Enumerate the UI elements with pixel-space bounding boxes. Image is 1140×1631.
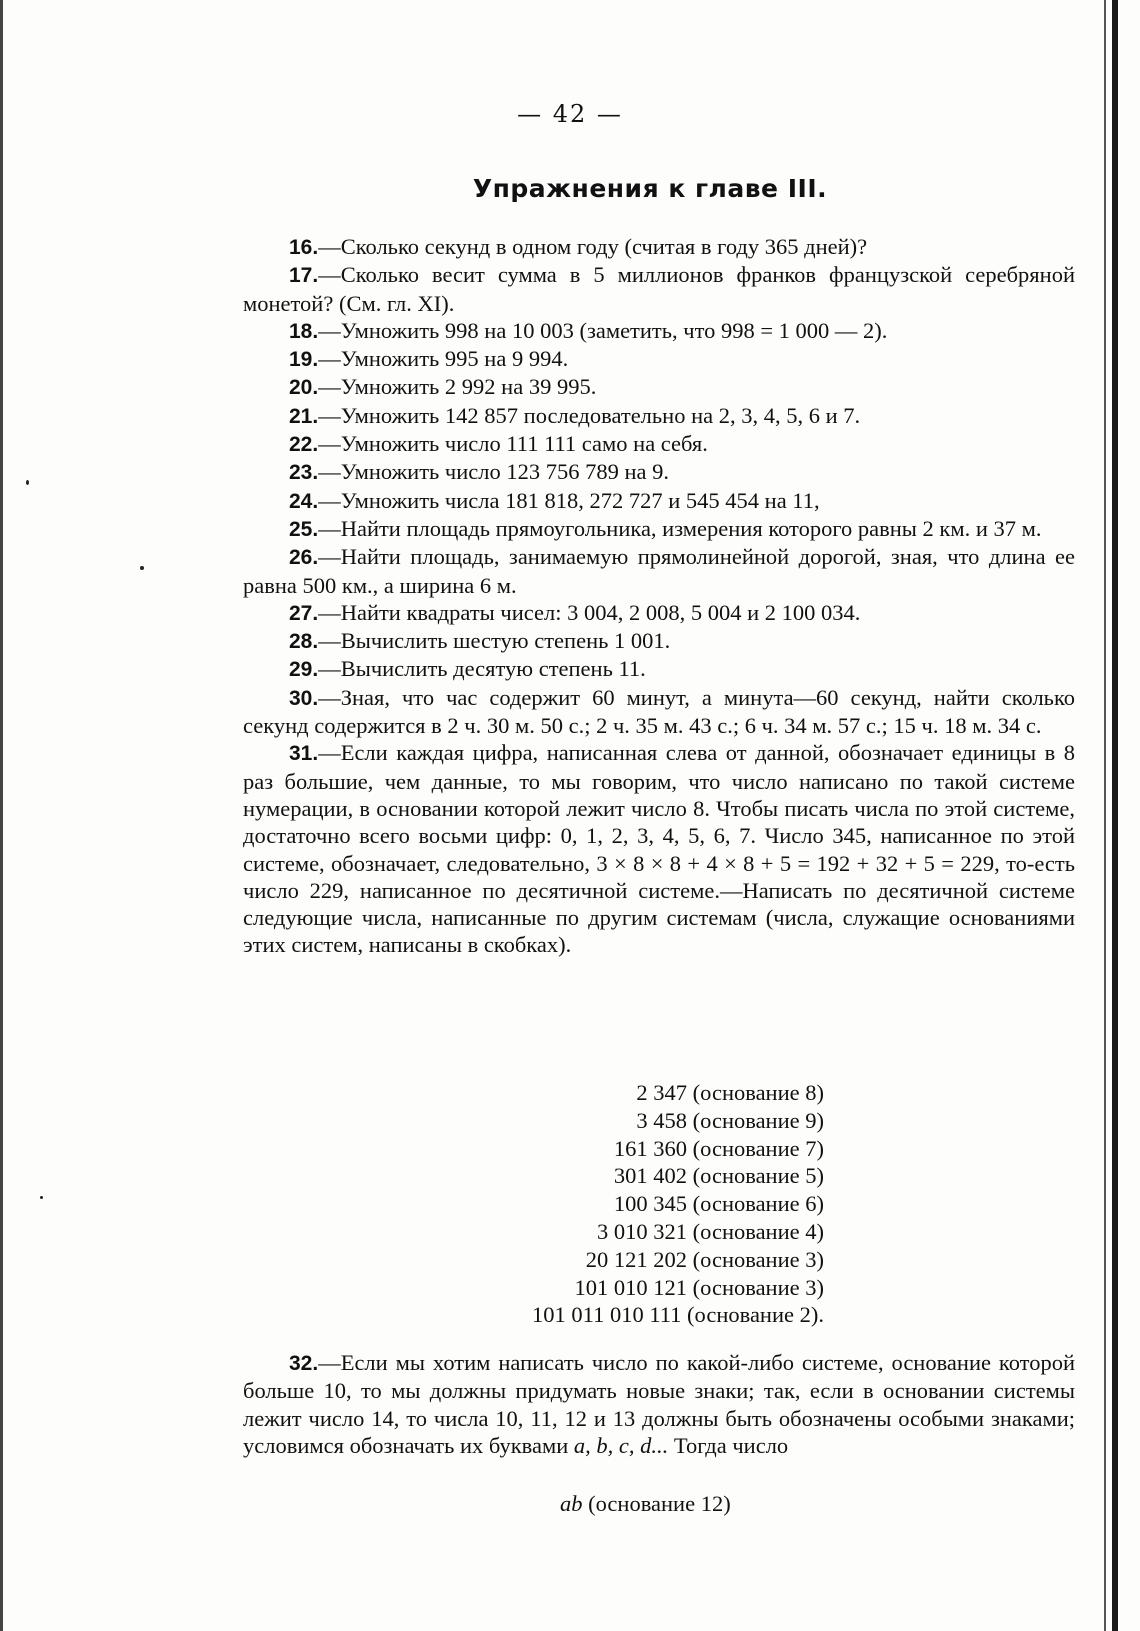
page-number: — 42 — (517, 100, 623, 128)
exercise-text: —Сколько секунд в одном году (считая в году 365 дней)? (318, 234, 868, 259)
exercise-number: 29. (289, 658, 319, 682)
letter-symbols: a, b, c, d... (573, 1432, 669, 1458)
exercise-text: —Умножить 995 на 9 994. (318, 346, 569, 372)
exercise-text: —Вычислить десятую степень 11. (318, 656, 646, 682)
exercise-number: 30. (289, 686, 319, 710)
exercise (243, 317, 1075, 345)
exercise-text: —Зная, что час содержит 60 минут, а минута—60 секунд, найти сколько секунд содержится в 2 ч. 30 м. 50 с.; 2 ч. 35 м. 43 с.; 6 ч. 34 м. 57 с.; 15 ч. 18 м. 34 с. (243, 684, 1075, 739)
number-bases-list (532, 1079, 824, 1329)
list-item: 101 011 010 111 (основание 2). (532, 1302, 824, 1328)
exercise (243, 233, 1075, 261)
exercise (243, 1349, 1075, 1459)
exercise-32 (243, 1349, 1075, 1459)
exercise-number: 31. (289, 742, 319, 766)
exercise-text: —Если мы хотим написать число по какой-либо системе, основание которой больше 10, то мы должны придумать новые знаки; так, если в основании системы лежит число 14, то числа 10, 11, 12 и 13 должны быть обозначены особыми знаками; условимся обозначать их буквами (243, 1350, 1075, 1458)
exercise-number: 20. (289, 376, 319, 400)
exercise (243, 345, 1075, 373)
exercise-text: —Сколько весит сумма в 5 миллионов франков французской серебряной монетой? (См. гл. XI). (243, 262, 1075, 316)
exercise (243, 402, 1075, 430)
exercise-number: 17. (289, 264, 319, 288)
exercise (243, 739, 1075, 958)
scan-speck (26, 480, 29, 485)
list-item: 101 010 121 (основание 3) (574, 1274, 824, 1300)
exercise-text: —Умножить число 123 756 789 на 9. (318, 459, 670, 485)
exercise-text: —Умножить числа 181 818, 272 727 и 545 454 на 11, (318, 487, 820, 513)
exercise-number: 23. (289, 461, 319, 485)
list-item: 2 347 (основание 8) (636, 1080, 824, 1105)
exercise-number: 19. (289, 348, 319, 372)
exercise (243, 515, 1075, 543)
exercise-number: 25. (289, 517, 319, 541)
exercise (243, 599, 1075, 627)
list-item: 3 010 321 (основание 4) (597, 1218, 824, 1244)
list-item: 3 458 (основание 9) (636, 1107, 824, 1133)
list-item: 20 121 202 (основание 3) (585, 1246, 824, 1272)
exercise-text: —Найти площадь прямоугольника, измерения которого равны 2 км. и 37 м. (318, 515, 1042, 541)
exercise-text: —Умножить 2 992 на 39 995. (318, 374, 597, 400)
list-item: 100 345 (основание 6) (613, 1191, 824, 1217)
exercise-text: —Умножить 998 на 10 003 (заметить, что 998 = 1 000 — 2). (318, 317, 888, 343)
list-item: 161 360 (основание 7) (613, 1135, 824, 1161)
exercise-number: 16. (289, 236, 319, 259)
scan-edge-right (1112, 0, 1118, 1631)
exercise (243, 458, 1075, 486)
exercise-number: 18. (289, 319, 319, 343)
exercise-text: —Если каждая цифра, написанная слева от данной, обозначает единицы в 8 раз большие, чем данные, то мы говорим, что число написано по такой системе нумерации, в основании которой лежит число 8. Чтобы писать числа по этой системе, достаточно всего восьми цифр: 0, 1, 2, 3, 4, 5, 6, 7. Число 345, написанное по этой системе, обозначает, следовательно, 3 × 8 × 8 + 4 × 8 + 5 = 192 + 32 + 5 = 229, то-есть число 229, написанное по десятичной системе.—Написать по десятичной системе следующие числа, написанные по другим системам (числа, служащие основаниями этих систем, написаны в скобках). (243, 740, 1075, 958)
exercise (243, 655, 1075, 683)
scan-speck (140, 566, 144, 570)
chapter-exercises-title: Упражнения к главе III. (472, 174, 828, 203)
exercise (243, 487, 1075, 515)
exercise (243, 261, 1075, 317)
exercise-number: 27. (289, 601, 319, 625)
exercise-text: —Найти площадь, занимаемую прямолинейной дорогой, зная, что длина ее равна 500 км., а ширина 6 м. (243, 544, 1075, 598)
final-expression (560, 1491, 731, 1517)
list-item: 301 402 (основание 5) (613, 1163, 824, 1189)
exercise-number: 24. (289, 489, 319, 513)
exercise-text-end: Тогда число (668, 1432, 789, 1458)
exercise-text: —Вычислить шестую степень 1 001. (318, 628, 671, 654)
exercise-number: 21. (289, 404, 319, 428)
scan-speck (40, 1196, 43, 1199)
exercise-text: —Умножить 142 857 последовательно на 2, 3, 4, 5, 6 и 7. (318, 402, 861, 428)
expression-symbol: ab (560, 1491, 583, 1516)
exercise (243, 430, 1075, 458)
exercise-text: —Умножить число 111 111 само на себя. (318, 431, 708, 457)
exercise-number: 22. (289, 433, 319, 457)
exercise-number: 28. (289, 630, 319, 654)
scan-edge-right-shadow (1104, 0, 1106, 1631)
expression-base: (основание 12) (582, 1491, 731, 1516)
exercise (243, 627, 1075, 655)
exercise (243, 543, 1075, 599)
exercise-number: 26. (289, 546, 319, 570)
exercise (243, 373, 1075, 401)
exercise (243, 684, 1075, 740)
exercise-text: —Найти квадраты чисел: 3 004, 2 008, 5 004 и 2 100 034. (318, 599, 861, 625)
exercise-number: 32. (289, 1352, 319, 1375)
exercises-body (243, 233, 1075, 959)
scan-edge-left (0, 0, 3, 1631)
